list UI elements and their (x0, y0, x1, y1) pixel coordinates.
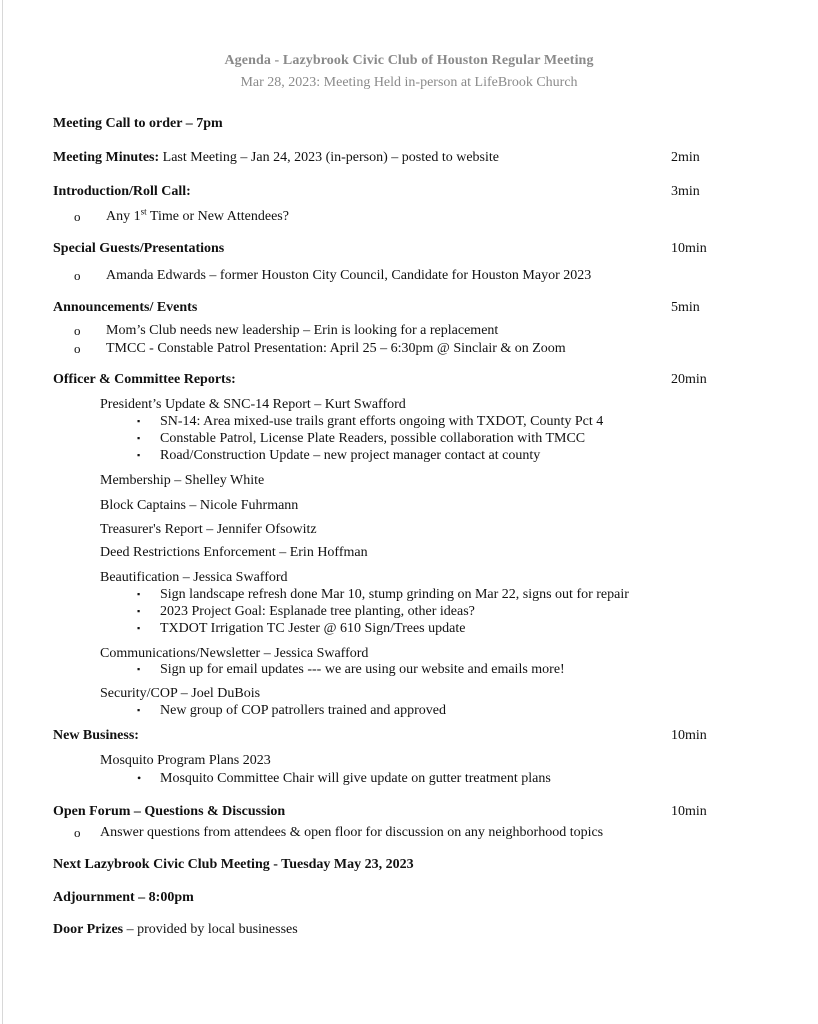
open-forum-duration: 10min (671, 804, 707, 819)
square-bullet-icon: ▪ (137, 416, 141, 426)
president-report: President’s Update & SNC-14 Report – Kurt Swafford (100, 397, 406, 412)
door-prizes (53, 921, 298, 938)
communications-item: Sign up for email updates --- we are using our website and emails more! (160, 662, 565, 677)
reports-label: Officer & Committee Reports: (53, 372, 236, 387)
square-bullet-icon: ▪ (137, 664, 141, 674)
reports-duration: 20min (671, 372, 707, 387)
intro-item-sup: st (140, 206, 147, 217)
meeting-minutes (53, 149, 499, 166)
circle-bullet-icon: o (74, 341, 81, 356)
next-meeting: Next Lazybrook Civic Club Meeting - Tuesday May 23, 2023 (53, 857, 414, 872)
adjournment: Adjournment – 8:00pm (53, 890, 194, 905)
circle-bullet-icon: o (74, 268, 81, 283)
president-item: Constable Patrol, License Plate Readers, possible collaboration with TMCC (160, 431, 586, 446)
guests-label: Special Guests/Presentations (53, 241, 225, 256)
square-bullet-icon: ▪ (137, 589, 141, 599)
square-bullet-icon: ▪ (137, 450, 141, 460)
square-bullet-icon: ▪ (137, 705, 141, 715)
call-to-order: Meeting Call to order – 7pm (53, 116, 223, 131)
document-subtitle: Mar 28, 2023: Meeting Held in-person at LifeBrook Church (240, 75, 578, 90)
door-prizes-label: Door Prizes (53, 922, 124, 937)
communications-report: Communications/Newsletter – Jessica Swafford (100, 646, 369, 661)
new-business-label: New Business: (53, 728, 139, 743)
guests-item: Amanda Edwards – former Houston City Council, Candidate for Houston Mayor 2023 (106, 268, 592, 283)
announcement-item: TMCC - Constable Patrol Presentation: April 25 – 6:30pm @ Sinclair & on Zoom (106, 341, 566, 356)
intro-item-post: Time or New Attendees? (146, 209, 289, 224)
minutes-duration: 2min (671, 150, 700, 165)
membership-report: Membership – Shelley White (100, 473, 265, 488)
beautification-item: 2023 Project Goal: Esplanade tree planting, other ideas? (160, 604, 475, 619)
block-captains-report: Block Captains – Nicole Fuhrmann (100, 498, 299, 513)
door-prizes-text: – provided by local businesses (123, 922, 298, 937)
president-item: SN-14: Area mixed-use trails grant efforts ongoing with TXDOT, County Pct 4 (160, 414, 604, 429)
new-business-sub: Mosquito Program Plans 2023 (100, 753, 271, 768)
president-item: Road/Construction Update – new project manager contact at county (160, 448, 541, 463)
dot-bullet-icon: • (137, 771, 142, 785)
intro-item (106, 208, 289, 225)
intro-duration: 3min (671, 184, 700, 199)
open-forum-label: Open Forum – Questions & Discussion (53, 804, 286, 819)
document-title: Agenda - Lazybrook Civic Club of Houston Regular Meeting (224, 53, 594, 68)
deed-report: Deed Restrictions Enforcement – Erin Hoffman (100, 545, 368, 560)
square-bullet-icon: ▪ (137, 606, 141, 616)
circle-bullet-icon: o (74, 209, 81, 224)
new-business-duration: 10min (671, 728, 707, 743)
beautification-item: Sign landscape refresh done Mar 10, stump grinding on Mar 22, signs out for repair (160, 587, 629, 602)
square-bullet-icon: ▪ (137, 623, 141, 633)
intro-item-pre: Any 1 (106, 209, 141, 224)
announcements-duration: 5min (671, 300, 700, 315)
intro-label: Introduction/Roll Call: (53, 184, 191, 199)
circle-bullet-icon: o (74, 825, 81, 840)
minutes-text: Last Meeting – Jan 24, 2023 (in-person) – posted to website (159, 150, 499, 165)
open-forum-item: Answer questions from attendees & open floor for discussion on any neighborhood topics (100, 825, 604, 840)
new-business-item: Mosquito Committee Chair will give update on gutter treatment plans (160, 771, 551, 786)
beautification-report: Beautification – Jessica Swafford (100, 570, 288, 585)
guests-duration: 10min (671, 241, 707, 256)
treasurer-report: Treasurer's Report – Jennifer Ofsowitz (100, 522, 317, 537)
minutes-label: Meeting Minutes: (53, 150, 160, 165)
circle-bullet-icon: o (74, 323, 81, 338)
announcement-item: Mom’s Club needs new leadership – Erin is looking for a replacement (106, 323, 499, 338)
square-bullet-icon: ▪ (137, 433, 141, 443)
security-report: Security/COP – Joel DuBois (100, 686, 261, 701)
security-item: New group of COP patrollers trained and approved (160, 703, 447, 718)
beautification-item: TXDOT Irrigation TC Jester @ 610 Sign/Trees update (160, 621, 466, 636)
announcements-label: Announcements/ Events (53, 300, 198, 315)
page-edge (2, 0, 3, 1024)
